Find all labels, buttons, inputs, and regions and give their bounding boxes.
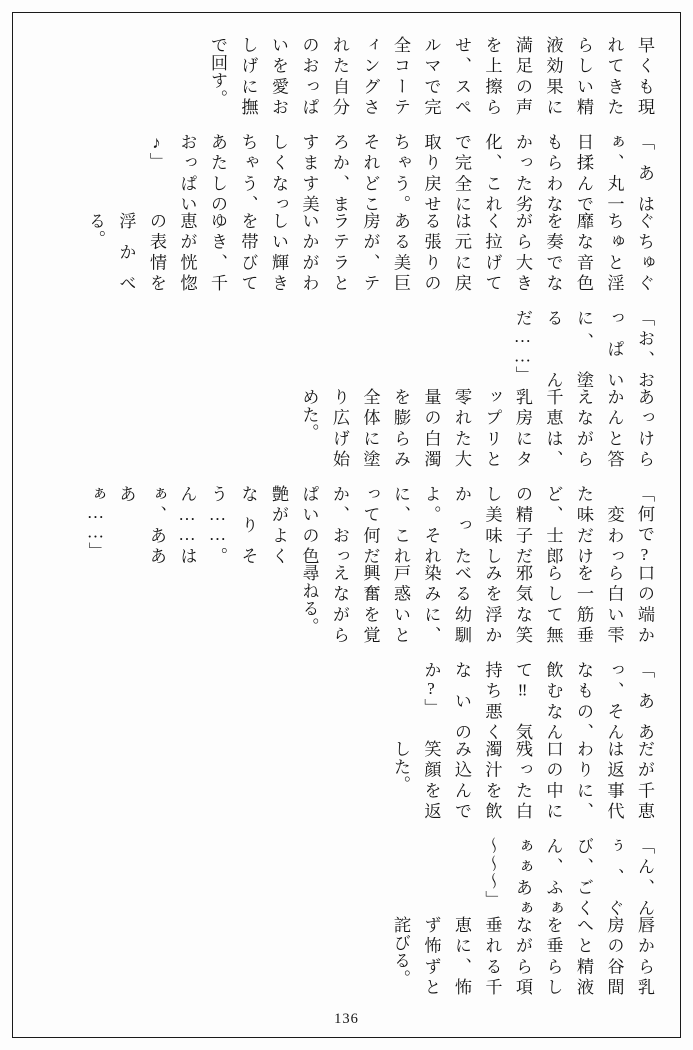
paragraph: 「ん、んぅ、ぐび、ごくん、ふぁぁぁあぁ～～～」 [482, 836, 654, 917]
paragraph: 「ああっ、そんなもの、飲むなんて‼ 気持ち悪くないのか?」 [421, 660, 654, 741]
paragraph: 「あはぁ、丸一日揉んでもらわなかった劣化、これで完全に取り戻せちゃう。それどころか、ますます美しくなっちゃう、あたしのおっぱい♪」 [147, 132, 654, 213]
page-number: 136 [334, 1011, 359, 1027]
paragraph: あっけらかんと答えながら千恵は、乳房にタップリと零れた大量の白濁を膨らみ全体に塗り広げ始めた。 [299, 388, 654, 468]
paragraph: 口の端から白い雫を一筋垂らして無邪気な笑みを浮かべる幼馴染みに、戸惑いと興奮を覚えながら尋ねる。 [299, 564, 654, 644]
vertical-text-body [34, 36, 659, 996]
paragraph: だが千恵は返事代わりに、口の中に残った白濁汁を飲み込んで笑顔を返した。 [391, 740, 654, 820]
paragraph: 早くも現れてきたらしい精液効果に満足の声を上擦らせ、スペルマで完全コーティングされた自分のおっぱいを愛おしげに撫で回す。 [208, 35, 654, 116]
paragraph: 「何で? 変わった味だけど、士郎の精子だし美味しかったよ。それに、これって何だか、おっぱいの色艶がよくなりそう……。ん……はぁ、あああぁ……」 [86, 484, 654, 565]
paragraph: ぐちゅぐちゅと淫靡な音色を奏でながら大きく拉げては元に戻る張りのある美巨房が、テラテラといかがわしい輝きを帯びてゆき、千恵が恍惚の表情を浮かべる。 [86, 212, 654, 292]
paragraph: 唇から乳房の谷間へと精液を垂らしながら項垂れる千恵に、怖ず怖ずと詫びる。 [391, 916, 654, 996]
paragraph: 「お、おっぱいに、 塗るんだ……」 [513, 308, 654, 389]
